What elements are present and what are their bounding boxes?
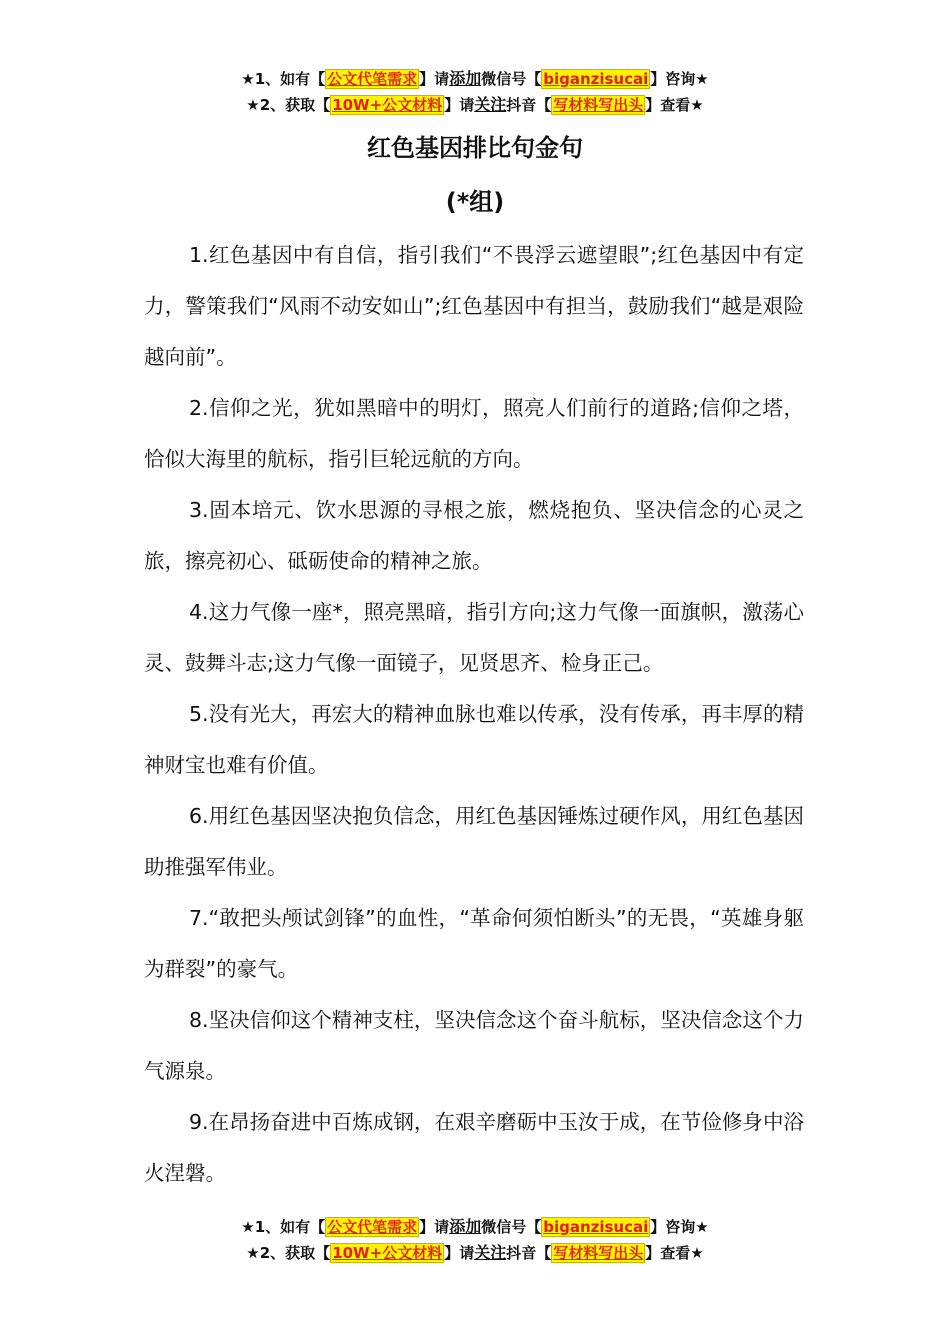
paragraph-5: 5.没有光大，再宏大的精神血脉也难以传承，没有传承，再丰厚的精神财宝也难有价值。 (144, 702, 804, 777)
banner-text: 】查看★ (645, 1244, 704, 1262)
highlight-douyin: 写材料写出头 (553, 96, 644, 114)
banner-text: 】请 (444, 96, 475, 114)
banner-text: 抖音【 (506, 96, 552, 114)
paragraph-2: 2.信仰之光，犹如黑暗中的明灯，照亮人们前行的道路;信仰之塔，恰似大海里的航标，指引巨轮远航的方向。 (144, 396, 804, 471)
banner-text: 微信号【 (481, 1218, 542, 1236)
highlight-service: 公文代笔需求 (327, 1218, 418, 1236)
paragraph-1: 1.红色基因中有自信，指引我们“不畏浮云遮望眼”;红色基因中有定力，警策我们“风雨不动安如山”;红色基因中有担当，鼓励我们“越是艰险越向前”。 (144, 243, 804, 369)
banner-emphasis: 添加 (449, 1217, 482, 1236)
banner-text: ★2、获取【 (246, 1244, 331, 1262)
highlight-service: 公文代笔需求 (327, 70, 418, 88)
document-subtitle: (*组) (445, 188, 505, 216)
highlight-wechat-id: biganzisucai (543, 1218, 649, 1236)
document-title: 红色基因排比句金句 (367, 134, 583, 162)
bottom-banner (0, 1214, 950, 1266)
banner-text: 】请 (444, 1244, 475, 1262)
banner-text: 】请 (419, 70, 450, 88)
banner-text: ★1、如有【 (241, 1218, 326, 1236)
paragraph-6: 6.用红色基因坚决抱负信念，用红色基因锤炼过硬作风，用红色基因助推强军伟业。 (144, 804, 804, 879)
paragraph-3: 3.固本培元、饮水思源的寻根之旅，燃烧抱负、坚决信念的心灵之旅，擦亮初心、砥砺使命的精神之旅。 (144, 498, 804, 573)
banner-line-1 (0, 66, 950, 92)
paragraph-8: 8.坚决信仰这个精神支柱，坚决信念这个奋斗航标，坚决信念这个力气源泉。 (144, 1008, 804, 1083)
banner-text: 】查看★ (645, 96, 704, 114)
banner-line-2 (0, 92, 950, 118)
highlight-wechat-id: biganzisucai (543, 70, 649, 88)
banner-emphasis: 关注 (474, 1243, 507, 1262)
highlight-douyin: 写材料写出头 (553, 1244, 644, 1262)
banner-text: ★1、如有【 (241, 70, 326, 88)
paragraph-7: 7.“敢把头颅试剑锋”的血性，“革命何须怕断头”的无畏，“英雄身躯为群裂”的豪气。 (144, 906, 804, 981)
banner-text: 微信号【 (481, 70, 542, 88)
paragraph-9: 9.在昂扬奋进中百炼成钢，在艰辛磨砺中玉汝于成，在节俭修身中浴火涅磐。 (144, 1110, 804, 1185)
banner-emphasis: 添加 (449, 69, 482, 88)
banner-emphasis: 关注 (474, 95, 507, 114)
document-body (144, 230, 804, 1199)
banner-text: 】咨询★ (650, 1218, 709, 1236)
banner-line-1 (0, 1214, 950, 1240)
paragraph-4: 4.这力气像一座*，照亮黑暗，指引方向;这力气像一面旗帜，激荡心灵、鼓舞斗志;这力气像一面镜子，见贤思齐、检身正己。 (144, 600, 804, 675)
highlight-materials: 10W+公文材料 (332, 1244, 443, 1262)
banner-text: 】咨询★ (650, 70, 709, 88)
highlight-materials: 10W+公文材料 (332, 96, 443, 114)
banner-text: ★2、获取【 (246, 96, 331, 114)
banner-text: 】请 (419, 1218, 450, 1236)
banner-text: 抖音【 (506, 1244, 552, 1262)
top-banner (0, 66, 950, 118)
banner-line-2 (0, 1240, 950, 1266)
